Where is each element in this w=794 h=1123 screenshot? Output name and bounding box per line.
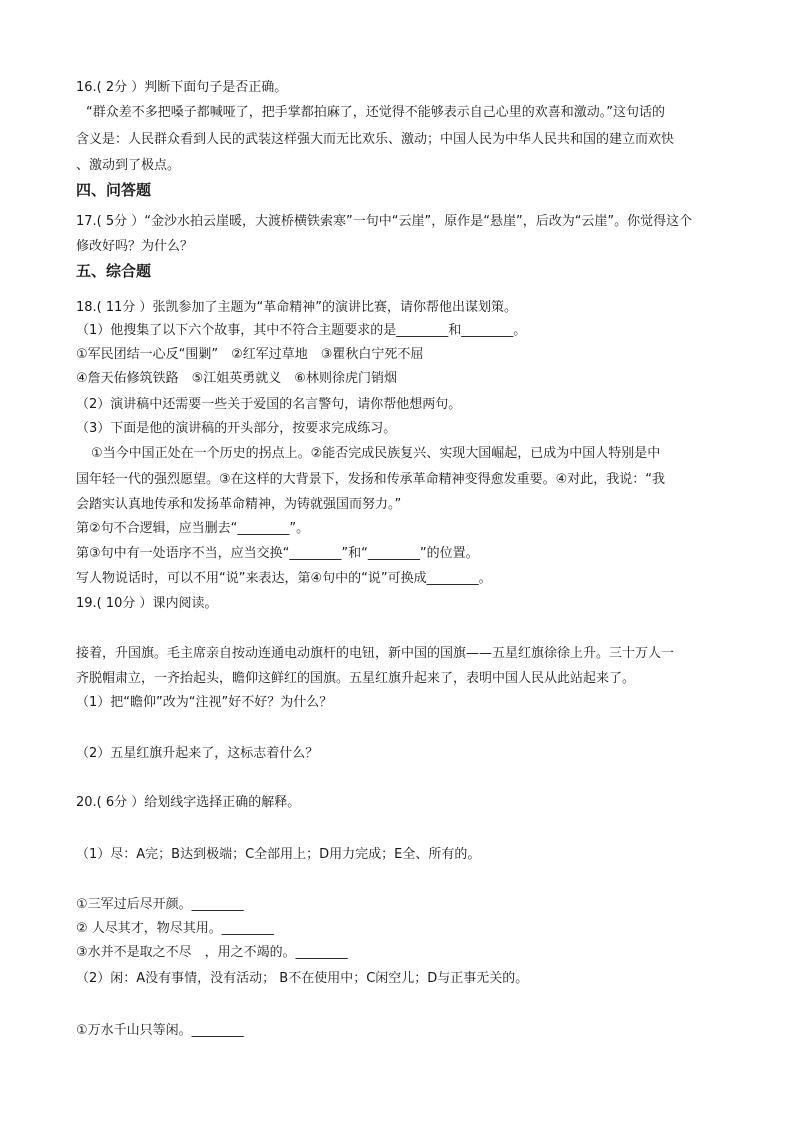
q20-item: ② 人尽其才，物尽其用。________ [76, 921, 274, 936]
q16-text: 、激动到了极点。 [76, 158, 181, 173]
q18-title: 18.( 11分 ）张凯参加了主题为“革命精神”的演讲比赛，请你帮他出谋划策。 [76, 300, 518, 315]
q18-task: 第②句不合逻辑，应当删去“________”。 [76, 521, 310, 536]
q19-passage: 接着，升国旗。毛主席亲自按动连通电动旗杆的电钮，新中国的国旗——五星红旗徐徐上升。三十万人一 [76, 646, 675, 661]
q18-passage: ①当今中国正处在一个历史的拐点上。②能否完成民族复兴、实现大国崛起，已成为中国人特别是中 [91, 446, 661, 461]
q20-item: ③水并不是取之不尽 ，用之不竭的。________ [76, 945, 348, 960]
q16-title: 16.( 2分 ）判断下面句子是否正确。 [76, 80, 288, 95]
q19-sub: （1）把“瞻仰”改为“注视”好不好？为什么？ [76, 695, 333, 710]
q20-item: ①三军过后尽开颜。________ [76, 897, 244, 912]
q20-item: ①万水千山只等闲。________ [76, 1023, 244, 1038]
q18-passage: 会踏实认真地传承和发扬革命精神，为铸就强国而努力。” [76, 497, 402, 512]
q18-options: ④詹天佑修筑铁路 ⑤江姐英勇就义 ⑥林则徐虎门销烟 [76, 371, 397, 386]
q18-task: 第③句中有一处语序不当，应当交换“________”和“________”的位置。 [76, 546, 479, 561]
q20-sub: （1）尽：A完；B达到极端；C全部用上；D用力完成；E全、所有的。 [76, 847, 481, 862]
section-heading: 五、综合题 [76, 262, 152, 280]
q18-options: ①军民团结一心反“围剿” ②红军过草地 ③瞿秋白宁死不屈 [76, 347, 424, 362]
q19-sub: （2）五星红旗升起来了，这标志着什么？ [76, 746, 319, 761]
q19-passage: 齐脱帽肃立，一齐抬起头，瞻仰这鲜红的国旗。五星红旗升起来了，表明中国人民从此站起来了。 [76, 671, 636, 686]
q18-sub: （2）演讲稿中还需要一些关于爱国的名言警句，请你帮他想两句。 [76, 397, 462, 412]
q16-text: 含义是：人民群众看到人民的武装这样强大而无比欢乐、激动；中国人民为中华人民共和国的建立而欢快 [76, 132, 675, 147]
q17-text: 修改好吗？为什么？ [76, 239, 194, 254]
q19-title: 19.( 10分 ）课内阅读。 [76, 596, 218, 611]
q18-sub: （1）他搜集了以下六个故事，其中不符合主题要求的是________和________。 [76, 323, 527, 338]
section-heading: 四、问答题 [76, 181, 152, 199]
q18-task: 写人物说话时，可以不用“说”来表达，第④句中的“说”可换成________。 [76, 571, 492, 586]
q20-sub: （2）闲：A没有事情，没有活动； B不在使用中；C闲空儿；D与正事无关的。 [76, 971, 529, 986]
q17-title: 17.( 5分 ）“金沙水拍云崖暖，大渡桥横铁索寒”一句中“云崖”，原作是“悬崖”，后改为“云崖”。你觉得这个 [76, 214, 693, 229]
q18-sub: （3）下面是他的演讲稿的开头部分，按要求完成练习。 [76, 421, 397, 436]
q16-text: “群众差不多把嗓子都喊哑了，把手掌都拍麻了，还觉得不能够表示自己心里的欢喜和激动。”这句话的 [86, 105, 665, 120]
q18-passage: 国年轻一代的强烈愿望。③在这样的大背景下，发扬和传承革命精神变得愈发重要。④对此，我说：“我 [76, 472, 666, 487]
q20-title: 20.( 6分 ）给划线字选择正确的解释。 [76, 795, 301, 810]
